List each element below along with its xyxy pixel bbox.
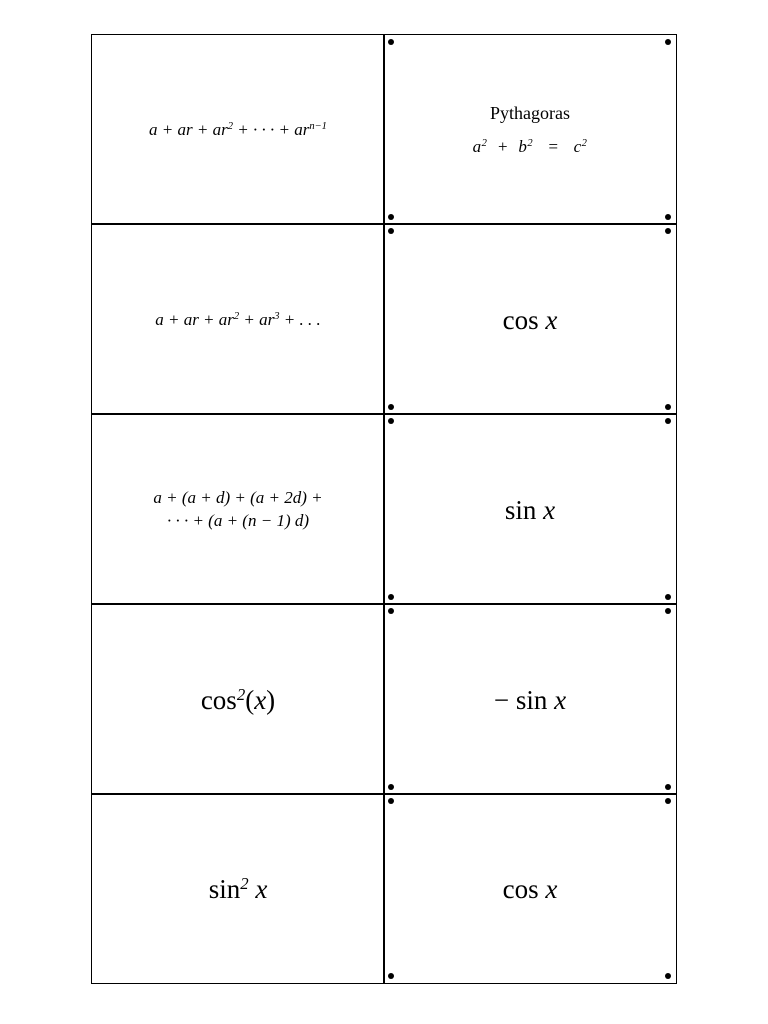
punch-dot xyxy=(388,418,394,424)
pythagoras-equation: $a^2 + b^2 = c^2$ xyxy=(472,136,588,156)
punch-dot xyxy=(665,973,671,979)
card-4-left xyxy=(92,605,384,795)
punch-dot xyxy=(388,798,394,804)
geometric-series-infinite: a + ar + $ar^2 + ar^3$ + . . . xyxy=(155,310,321,329)
arithmetic-series-line-1: a + (a + d) + (a + 2d) + xyxy=(153,488,323,508)
punch-dot xyxy=(665,798,671,804)
punch-dot xyxy=(665,594,671,600)
punch-dot xyxy=(388,784,394,790)
card-5-left xyxy=(92,795,384,983)
punch-dot xyxy=(665,214,671,220)
card-2-right xyxy=(384,225,676,415)
cos-x-expression-2: cos x xyxy=(502,873,558,904)
card-4-right xyxy=(384,605,676,795)
arithmetic-series-line-2: · · · + (a + (n − 1) d) xyxy=(166,511,310,530)
punch-dot xyxy=(665,608,671,614)
punch-dot xyxy=(388,608,394,614)
sin-squared-expression: $\sin^2 x$ xyxy=(208,873,268,904)
pythagoras-title: Pythagoras xyxy=(490,103,570,124)
punch-dot xyxy=(665,228,671,234)
punch-dot xyxy=(665,404,671,410)
card-5-right xyxy=(384,795,676,983)
punch-dot xyxy=(388,214,394,220)
punch-dot xyxy=(388,228,394,234)
sin-x-expression: sin x xyxy=(504,494,556,525)
punch-dot xyxy=(665,418,671,424)
cos-squared-expression: $\cos^2(x)$ xyxy=(200,684,276,715)
cos-x-expression: cos x xyxy=(502,304,558,335)
card-2-left xyxy=(92,225,384,415)
punch-dot xyxy=(388,973,394,979)
card-3-right xyxy=(384,415,676,605)
arithmetic-series xyxy=(153,487,322,533)
punch-dot xyxy=(388,404,394,410)
punch-dot xyxy=(665,39,671,45)
geometric-series-finite: a + ar + $ar^2$ + · · · + $ar^{n-1}$ xyxy=(149,120,327,139)
card-1-right xyxy=(384,35,676,225)
punch-dot xyxy=(388,594,394,600)
punch-dot xyxy=(665,784,671,790)
punch-dot xyxy=(388,39,394,45)
negative-sin-x-expression: − sin x xyxy=(493,684,567,715)
domino-card-grid xyxy=(91,34,677,984)
card-3-left xyxy=(92,415,384,605)
card-1-left xyxy=(92,35,384,225)
